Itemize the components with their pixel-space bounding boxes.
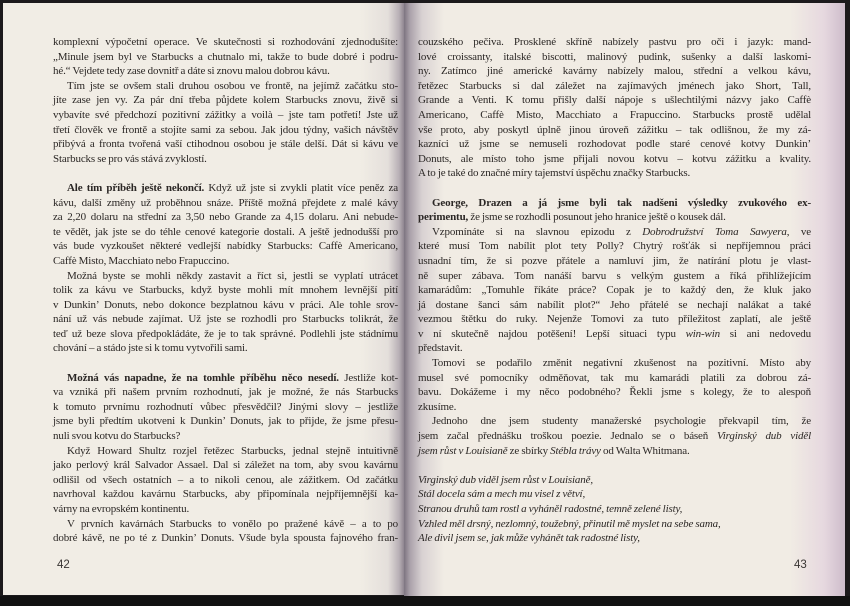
text-line [418,444,811,459]
text-run: navrhoval každou kavárnu Starbucks, aby připomínala nejpříjemnější ka- [53,488,398,501]
text-line [53,181,398,196]
page-number: 43 [794,559,807,571]
text-line [418,93,811,108]
text-line [418,400,811,415]
text-run: várny na evropském kontinentu. [53,503,190,515]
text-run: zkusíme. [418,400,457,413]
text-run: komplexní výpočetní operace. Ve skutečnosti si rozhodování zjednodušíte: [53,36,398,48]
text-line [53,93,398,108]
text-run: si ani nedovedu [720,327,811,340]
paragraph-gap [418,181,811,196]
text-run: vše proto, aby poskytl úplně jinou úroveň zážitku – tak odlišnou, že my zá- [418,123,811,136]
right-body [418,35,811,473]
text-line [53,210,398,225]
text-run: přibývá a fronta tvořená vaší ctihodnou osobou je stále delší. Dát si kávu ve [53,138,398,151]
text-run: couzského pečiva. Prosklené skříně nabízely pastvu pro oči i jazyk: mand- [418,36,811,48]
text-line [53,473,398,488]
text-line [418,429,811,444]
text-run: bavu. Dokážeme i my něco podobného? Řekli jsme s kolegy, že to alespoň [418,386,811,399]
scan-border [0,596,850,606]
text-line [53,254,398,269]
text-line [418,254,811,269]
text-run: Jestliže kot- [338,371,399,384]
text-run: va vzniká při našem prvním rozhodnutí, jak je možné, že nás Starbucks [53,386,398,399]
text-line [53,371,398,386]
text-line [53,79,398,94]
text-line [418,79,811,94]
text-run: Možná byste se mohli někdy zastavit a říct si, jestli se vyplatí utrácet [67,269,398,282]
text-line [53,64,398,79]
text-run: kamarádům: „Tomuhle říkáte práce? Copak je to každý den, že kluk jako [418,284,811,297]
text-line [53,414,398,429]
paragraph-gap [418,458,811,473]
text-line [418,385,811,400]
bold-lead-in: perimentu, [418,211,469,224]
text-line [53,531,398,546]
right-page-text [418,35,811,546]
text-line [53,444,398,459]
poem-line: Virginský dub viděl jsem růst v Louisianě, [418,473,593,486]
paragraph-gap [53,166,398,181]
text-line [418,225,811,240]
text-run: hé.“ Vejdete tedy zase dovnitř a dáte si znovu malou dobrou kávu. [53,65,330,78]
text-line [53,312,398,327]
text-run: ny. Zatímco jiné americké kavárny nabízely malou, střední a velkou kávu, [418,65,811,78]
text-run: jsem začal přednášku troškou poezie. Jednalo se o báseň [418,430,718,443]
italic-title: Stébla trávy [550,444,601,457]
text-run: nání už vás nebude zajímat. Už jste se rozhodli pro Starbucks tolikrát, že [53,313,398,326]
text-run: ně super zábava. Tom nanáší barvu s velkým gustem a říká přihlížejícím [418,269,811,282]
italic-title: Virginský dub viděl [717,430,811,443]
poem-line: Ale divil jsem se, jak může vyhánět tak radostné listy, [418,532,640,545]
text-run: od Walta Whitmana. [600,444,690,457]
text-line [53,429,398,444]
text-run: řetězec Starbucks si dal záležet na zajímavých jménech jako Short, Tall, [418,79,811,92]
text-run: vybavíte své předchozí pozitivní zážitky a voilà – jste tam potřetí! Jste už [53,108,398,121]
text-run: tolik za kávu ve Starbucks, když byste mohli mít mnohem levnější pití [53,284,398,297]
left-page-text [53,35,398,546]
text-run: Tím jste se ovšem stali druhou osobou ve frontě, na jejímž začátku sto- [67,79,398,92]
poem-quote [418,473,811,546]
text-run: usnadní tím, že si pozve přátele a namluví jim, že natírání plotu je vlast- [418,254,811,267]
text-line [53,341,398,356]
bold-lead-in: George, Drazen a já jsme byli tak nadšeni výsledky zvukového ex- [432,196,811,209]
text-run: vezmou štětku do ruky. Nejenže Tomovi za tuto příležitost zaplatí, ale ještě [418,313,811,326]
text-run: v ní skutečně najdou potěšení! Lepší situaci typu [418,327,686,340]
paragraph-gap [53,356,398,371]
left-page [3,3,404,595]
italic-title: jsem růst v Louisianě [418,444,508,457]
text-run: představit. [418,342,463,355]
text-line [53,225,398,240]
text-line [53,517,398,532]
text-line [418,327,811,342]
text-run: že jsme se rozhodli posunout jeho hranice ještě o kousek dál. [468,211,726,224]
right-page [404,3,845,596]
text-run: Jednoho dne jsem studenty manažerské psychologie překvapil tím, že [432,415,811,428]
text-run: k tomuto prvnímu rozhodnutí vůbec přesvědčil? Jinými slovy – jestliže [53,400,398,413]
text-line [418,239,811,254]
text-line [53,239,398,254]
text-line [418,356,811,371]
text-line [53,50,398,65]
text-run: Když už jste si zvykli platit více peněz za [204,181,398,194]
text-line [418,196,811,211]
text-run: Tomovi se podařilo změnit negativní zkušenost na pozitivní. Místo aby [432,357,811,370]
poem-line: Stranou druhů tam rostl a vyháněl radostné, temně zelené listy, [418,503,683,515]
italic-title: Dobrodružství Toma Sawyera [642,225,787,238]
text-line [53,327,398,342]
text-line [53,196,398,211]
page-number: 42 [57,559,70,571]
text-run: ze sbírky [507,444,551,457]
text-run: , ve [786,225,811,238]
italic-title: win-win [685,327,720,340]
text-run: třetí člověk ve frontě a stojíte sami za sebou. Jak jdou týdny, vašich návštěv [53,123,398,136]
text-run: jako perlový král Salvador Assael. Dal si záležet na tom, aby svou kavárnu [53,459,398,472]
text-run: já dostane šanci sám nabílit plot?“ Jeho přátelé se nechají nalákat a také [418,298,811,311]
text-line [53,152,398,167]
text-line [418,108,811,123]
text-line [418,64,811,79]
text-run: odlišil od všech ostatních – a to nikoli cenou, ale zážitkem. Od začátku [53,473,398,486]
text-run: chování – a stádo jste si k tomu vytvořili sami. [53,342,248,355]
bold-lead-in: Ale tím příběh ještě nekončí. [67,181,205,194]
text-line [418,283,811,298]
text-run: Starbucks se pro vás stává zvyklostí. [53,152,207,165]
text-run: jsme byli předtím ukotveni k Dunkin’ Donuts, jak to přijde, že jsme přesu- [53,415,398,428]
text-run: „Minule jsem byl ve Starbucks a chutnalo mi, takže to bude dobré i podru- [53,50,398,63]
text-run: lové croissanty, italské biscotti, malinový pudink, sušenky a další laskomi- [418,50,811,63]
text-run: Caffè Misto, Macchiato nebo Frapuccino. [53,254,230,267]
text-run: teď už beze slova předpokládáte, že je to tak správné. Podlehli jste stádnímu [53,327,398,340]
text-run: te vědět, jak jste se do téhle cenové kategorie dostali. A ještě jednodušší pro [53,225,398,238]
text-line [53,283,398,298]
text-run: Americano, Caffè Misto, Macchiato a Frapuccino. Starbucks prostě udělal [418,108,811,121]
text-line [53,385,398,400]
text-run: v Dunkin’ Donuts, nebo dokonce bezplatnou kávu v práci. Ale tohle srov- [53,298,398,311]
text-run: za 2,20 dolaru na střední za 3,50 nebo Grande za 4,15 dolaru. Ani nebude- [53,211,398,224]
text-line [418,414,811,429]
text-run: A to je také do značné míry tajemství úspěchu značky Starbucks. [418,167,691,180]
text-line [418,312,811,327]
text-line [53,298,398,313]
text-run: které musí Tom nabílit plot tety Polly? Chytrý rošťák si nepříjemnou práci [418,240,811,253]
text-run: jíte zase jen vy. Za pár dní třeba půjdete kolem Starbucks znovu, živě si [53,94,398,107]
text-line [418,166,811,181]
text-run: musel své pomocníky odměňovat, tak mu kamarádi platili za dobrou zá- [418,371,811,384]
text-line [53,123,398,138]
text-line [53,400,398,415]
text-line [418,210,811,225]
text-run: Když Howard Shultz rozjel řetězec Starbucks, jednal stejně intuitivně [67,444,398,457]
text-run: kávu, další změny už proběhnou snáze. Příště možná přejdete z malé kávy [53,196,398,209]
text-line [418,123,811,138]
text-line [53,137,398,152]
text-run: Vzpomínáte si na slavnou epizodu z [432,225,643,238]
text-line [418,371,811,386]
text-run: nuli svou kotvu do Starbucks? [53,430,181,443]
text-line [418,152,811,167]
text-line [418,137,811,152]
text-run: V prvních kavárnách Starbucks to vonělo po pražené kávě – a to po [67,517,398,530]
text-line [418,298,811,313]
text-run: kazníci už jsme se nemuseli rozhodovat podle staré cenové kotvy Dunkin’ [418,138,811,151]
text-line [418,341,811,356]
text-line [53,269,398,284]
text-line [53,458,398,473]
text-line [53,108,398,123]
text-run: Grande a Venti. K tomu přišly další nápoje s ušlechtilými názvy jako Caffè [418,94,811,107]
text-line [53,502,398,517]
text-line [418,50,811,65]
poem-line: Vzhled měl drsný, nezlomný, toužebný, přinutil mě myslet na sebe sama, [418,517,721,530]
text-line [53,35,398,50]
poem-line: Stál docela sám a mech mu visel z větví, [418,488,586,501]
text-line [418,269,811,284]
text-run: Donuts, ale místo toho jsme přijali novou kotvu – kotvu zážitku a kvality. [418,152,811,165]
text-line [418,35,811,50]
bold-lead-in: Možná vás napadne, že na tomhle příběhu něco nesedí. [67,371,339,384]
text-run: vás bude vyzkoušet některé vedlejší nabídky Starbucks: Caffè Americano, [53,240,398,253]
text-run: dobré kávě, ne po té z Dunkin’ Donuts. Všude byla spousta fajnového fran- [53,532,398,545]
text-line [53,487,398,502]
